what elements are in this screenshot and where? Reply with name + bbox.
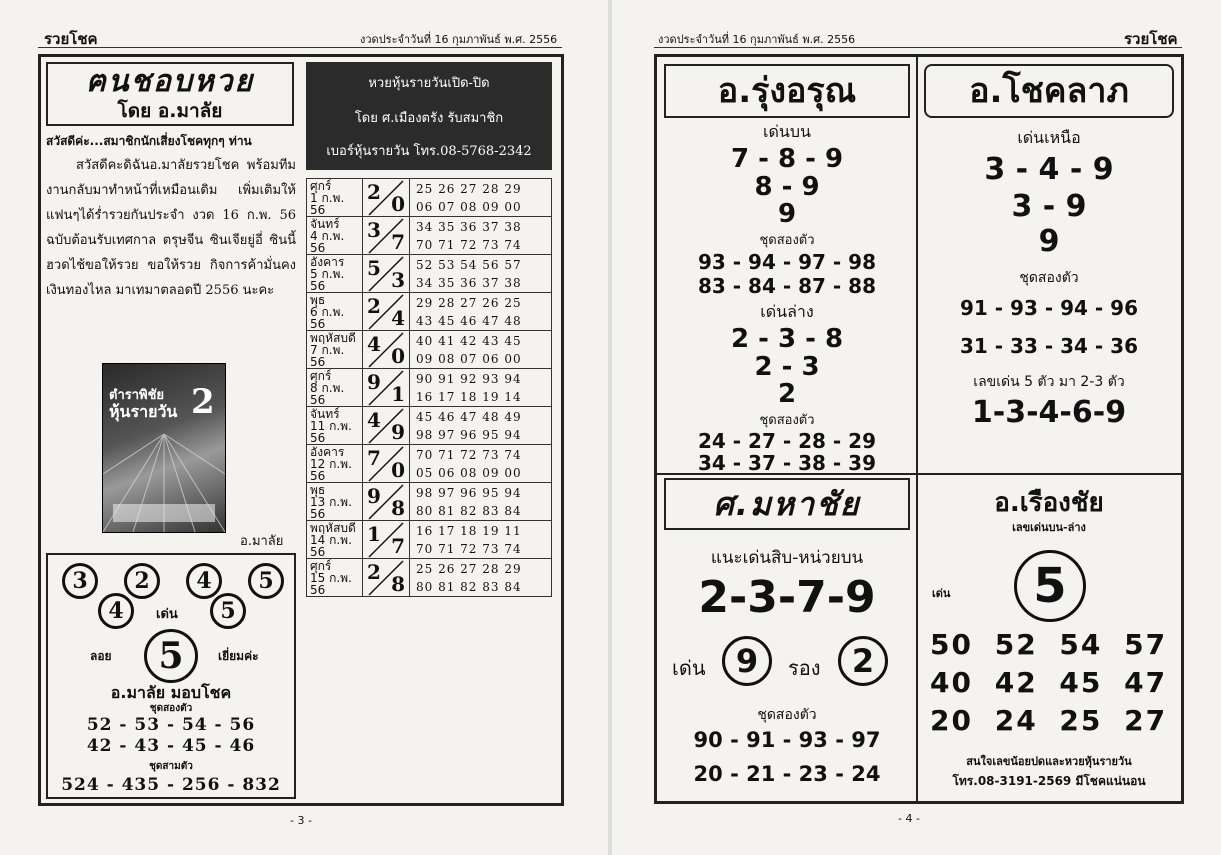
open-digit: 7 bbox=[367, 446, 381, 470]
top-numbers: 98 97 96 95 94 bbox=[416, 485, 522, 500]
table-row bbox=[307, 217, 552, 255]
two-digit-row: 24 - 27 - 28 - 29 bbox=[697, 429, 876, 453]
lucky-circle: 5 bbox=[210, 593, 246, 629]
issue-date: งวดประจำวันที่ 16 กุมภาพันธ์ พ.ศ. 2556 bbox=[658, 33, 856, 46]
top-numbers: 16 17 18 19 11 bbox=[416, 523, 522, 538]
number-row: 20 24 25 27 bbox=[930, 704, 1168, 737]
result-numbers-cell bbox=[410, 369, 552, 407]
top-digits: 7 - 8 - 9 bbox=[730, 144, 844, 174]
recommend-digits: 2-3-7-9 bbox=[698, 572, 876, 623]
close-digit: 4 bbox=[391, 306, 405, 330]
open-digit: 1 bbox=[367, 522, 381, 546]
page-3 bbox=[0, 0, 608, 855]
play-label: เด่น bbox=[672, 656, 706, 680]
top-numbers: 52 53 54 56 57 bbox=[416, 257, 522, 272]
table-row bbox=[307, 521, 552, 559]
result-pair-cell bbox=[363, 217, 410, 255]
close-digit: 3 bbox=[391, 268, 405, 292]
two-digit-row: 91 - 93 - 94 - 96 bbox=[959, 296, 1138, 320]
play-label: เด่น bbox=[156, 607, 178, 622]
day-name: จันทร์ bbox=[310, 406, 340, 421]
number-row: 50 52 54 57 bbox=[930, 628, 1168, 661]
lucky-box bbox=[46, 553, 296, 799]
day-cell bbox=[307, 331, 363, 369]
close-digit: 8 bbox=[391, 572, 405, 596]
north-digits: 3 - 9 bbox=[1011, 189, 1087, 224]
choklarp-section bbox=[924, 126, 1174, 433]
day-cell bbox=[307, 255, 363, 293]
top-numbers: 25 26 27 28 29 bbox=[416, 181, 522, 196]
choklarp-title-box bbox=[924, 64, 1174, 118]
two-digit-label: ชุดสองตัว bbox=[759, 413, 815, 428]
mahachai-title-box bbox=[664, 478, 910, 530]
result-numbers-cell bbox=[410, 445, 552, 483]
rungaroon-section bbox=[664, 120, 910, 474]
recommend-label: แนะเด่นสิบ-หน่วยบน bbox=[710, 548, 864, 568]
intro-text: สวัสดีคะดิฉันอ.มาลัยรวยโชค พร้อมทีมงานกลับมาทำหน้าที่เหมือนเดิม เพิ่มเติมให้แฟนๆได้ร่ำรวยกันประจำ งวด 16 ก.พ. 56 ฉบับต้อนรับเทศกาล ตรุษจีน ซินเจียยู่อี่ ซินนี้ฮวดไช้ขอให้รวย ขอให้รวย กิจการค้ามั่นคง เงินทองไหล มาเทมาตลอดปี 2556 นะคะ bbox=[46, 158, 296, 298]
stock-results-table bbox=[306, 178, 552, 597]
column-divider bbox=[916, 473, 918, 801]
day-cell bbox=[307, 483, 363, 521]
north-digits: 3 - 4 - 9 bbox=[984, 152, 1114, 187]
top-digits: 8 - 9 bbox=[754, 172, 820, 202]
header-rule bbox=[654, 47, 1182, 48]
result-pair-cell bbox=[363, 369, 410, 407]
bottom-numbers: 09 08 07 06 00 bbox=[416, 351, 522, 366]
result-pair-cell bbox=[363, 331, 410, 369]
two-digit-row: 90 - 91 - 93 - 97 bbox=[693, 728, 881, 752]
play-digit-circle: 9 bbox=[722, 636, 772, 686]
ruangchai-title: อ.เรืองชัย bbox=[994, 488, 1104, 518]
open-digit: 9 bbox=[367, 484, 381, 508]
close-digit: 1 bbox=[391, 382, 405, 406]
day-cell bbox=[307, 293, 363, 331]
lucky-circle: 4 bbox=[186, 563, 222, 599]
bottom-numbers: 80 81 82 83 84 bbox=[416, 503, 522, 518]
day-date: 6 ก.พ. 56 bbox=[310, 304, 345, 331]
result-numbers-cell bbox=[410, 331, 552, 369]
result-pair-cell bbox=[363, 521, 410, 559]
day-date: 4 ก.พ. 56 bbox=[310, 228, 345, 255]
second-digit-circle: 2 bbox=[838, 636, 888, 686]
banner-line-2: โดย ศ.เมืองตรัง รับสมาชิก bbox=[354, 111, 504, 126]
two-digit-row: 52 - 53 - 54 - 56 bbox=[86, 715, 256, 735]
close-digit: 7 bbox=[391, 230, 405, 254]
day-cell bbox=[307, 559, 363, 597]
two-digit-row: 83 - 84 - 87 - 88 bbox=[697, 274, 876, 298]
greeting: สวัสดีค่ะ...สมาชิกนักเสี่ยงโชคทุกๆ ท่าน bbox=[46, 134, 252, 148]
two-digit-row: 34 - 37 - 38 - 39 bbox=[697, 451, 876, 475]
day-cell bbox=[307, 369, 363, 407]
lucky-circle: 4 bbox=[98, 593, 134, 629]
day-cell bbox=[307, 445, 363, 483]
column-byline: โดย อ.มาลัย bbox=[117, 100, 223, 122]
table-row bbox=[307, 559, 552, 597]
day-name: พุธ bbox=[310, 482, 326, 497]
top-digits: 9 bbox=[777, 199, 797, 229]
day-name: อังคาร bbox=[310, 444, 345, 459]
left-column bbox=[46, 62, 296, 303]
result-numbers-cell bbox=[410, 407, 552, 445]
table-row bbox=[307, 369, 552, 407]
day-cell bbox=[307, 407, 363, 445]
day-date: 5 ก.พ. 56 bbox=[310, 266, 345, 293]
day-date: 7 ก.พ. 56 bbox=[310, 342, 345, 369]
book-subtitle: หุ้นรายวัน bbox=[109, 402, 178, 421]
bottom-numbers: 70 71 72 73 74 bbox=[416, 541, 522, 556]
two-digit-row: 31 - 33 - 34 - 36 bbox=[959, 334, 1138, 358]
open-digit: 3 bbox=[367, 218, 381, 242]
table-row bbox=[307, 407, 552, 445]
top-numbers: 70 71 72 73 74 bbox=[416, 447, 522, 462]
ruangchai-sub: เลขเด่นบน-ล่าง bbox=[1012, 521, 1086, 534]
column-divider bbox=[916, 57, 918, 473]
day-name: อังคาร bbox=[310, 254, 345, 269]
table-row bbox=[307, 293, 552, 331]
result-numbers-cell bbox=[410, 521, 552, 559]
open-digit: 4 bbox=[367, 332, 381, 356]
open-digit: 2 bbox=[367, 560, 381, 584]
top-numbers: 90 91 92 93 94 bbox=[416, 371, 522, 386]
magazine-name: รวยโชค bbox=[1124, 30, 1178, 48]
result-numbers-cell bbox=[410, 217, 552, 255]
day-date: 14 ก.พ. 56 bbox=[310, 532, 352, 559]
lucky-circles-top bbox=[62, 563, 284, 599]
result-pair-cell bbox=[363, 293, 410, 331]
play-label: เด่น bbox=[932, 587, 951, 600]
mahachai-title: ศ.มหาชัย bbox=[713, 485, 861, 523]
open-digit: 2 bbox=[367, 294, 381, 318]
column-title: ฅนชอบหวย bbox=[85, 64, 255, 99]
contact-phone: โทร.08-3191-2569 มีโชคแน่นอน bbox=[952, 774, 1146, 788]
bottom-label: เด่นล่าง bbox=[760, 302, 814, 321]
cheer-label: เยี่ยมค่ะ bbox=[218, 649, 259, 663]
book-cover bbox=[102, 363, 226, 533]
two-digit-row: 93 - 94 - 97 - 98 bbox=[697, 250, 876, 274]
play-digit-circle: 5 bbox=[1014, 550, 1086, 622]
result-pair-cell bbox=[363, 255, 410, 293]
result-numbers-cell bbox=[410, 255, 552, 293]
result-pair-cell bbox=[363, 179, 410, 217]
day-date: 8 ก.พ. 56 bbox=[310, 380, 345, 407]
second-label: รอง bbox=[788, 656, 821, 680]
day-cell bbox=[307, 179, 363, 217]
lucky-circle: 5 bbox=[248, 563, 284, 599]
bottom-digits: 2 - 3 - 8 bbox=[730, 324, 844, 354]
result-pair-cell bbox=[363, 445, 410, 483]
title-box bbox=[46, 62, 294, 126]
day-name: พฤหัสบดี bbox=[310, 330, 356, 345]
lucky-circle: 2 bbox=[124, 563, 160, 599]
book-number: 2 bbox=[191, 382, 215, 422]
top-label: เด่นบน bbox=[763, 122, 811, 141]
banner-line-1: หวยหุ้นรายวันเปิด-ปิด bbox=[368, 76, 490, 91]
two-digit-row: 20 - 21 - 23 - 24 bbox=[693, 762, 881, 786]
bottom-numbers: 05 06 08 09 00 bbox=[416, 465, 522, 480]
contact-line: สนใจเลขน้อยปดและหวยหุ้นรายวัน bbox=[966, 755, 1132, 768]
bottom-numbers: 16 17 18 19 14 bbox=[416, 389, 522, 404]
open-digit: 9 bbox=[367, 370, 381, 394]
two-digit-label: ชุดสองตัว bbox=[757, 707, 817, 723]
bottom-numbers: 34 35 36 37 38 bbox=[416, 275, 522, 290]
table-row bbox=[307, 179, 552, 217]
choklarp-title: อ.โชคลาภ bbox=[969, 71, 1129, 111]
day-name: พฤหัสบดี bbox=[310, 520, 356, 535]
open-digit: 5 bbox=[367, 256, 381, 280]
bottom-numbers: 70 71 72 73 74 bbox=[416, 237, 522, 252]
page-4 bbox=[612, 0, 1221, 855]
top-numbers: 40 41 42 43 45 bbox=[416, 333, 522, 348]
two-digit-label: ชุดสองตัว bbox=[1019, 270, 1079, 286]
table-row bbox=[307, 483, 552, 521]
day-date: 15 ก.พ. 56 bbox=[310, 570, 352, 597]
two-digit-label: ชุดสองตัว bbox=[149, 703, 193, 714]
bottom-numbers: 98 97 96 95 94 bbox=[416, 427, 522, 442]
top-numbers: 34 35 36 37 38 bbox=[416, 219, 522, 234]
day-name: ศุกร์ bbox=[310, 368, 332, 383]
result-numbers-cell bbox=[410, 483, 552, 521]
north-label: เด่นเหนือ bbox=[1017, 128, 1081, 147]
result-pair-cell bbox=[363, 407, 410, 445]
stock-banner bbox=[306, 62, 552, 170]
result-numbers-cell bbox=[410, 293, 552, 331]
day-name: จันทร์ bbox=[310, 216, 340, 231]
table-row bbox=[307, 255, 552, 293]
day-name: ศุกร์ bbox=[310, 558, 332, 573]
magazine-name: รวยโชค bbox=[44, 30, 98, 48]
rungaroon-title: อ.รุ่งอรุณ bbox=[717, 71, 857, 111]
close-digit: 0 bbox=[391, 192, 405, 216]
day-date: 13 ก.พ. 56 bbox=[310, 494, 352, 521]
float-label: ลอย bbox=[90, 649, 112, 663]
close-digit: 0 bbox=[391, 344, 405, 368]
rungaroon-title-box bbox=[664, 64, 910, 118]
page-number: - 3 - bbox=[290, 814, 312, 827]
issue-date: งวดประจำวันที่ 16 กุมภาพันธ์ พ.ศ. 2556 bbox=[360, 33, 558, 46]
open-digit: 4 bbox=[367, 408, 381, 432]
top-numbers: 45 46 47 48 49 bbox=[416, 409, 522, 424]
lucky-circle: 3 bbox=[62, 563, 98, 599]
book-title: ตำราพิชัย bbox=[109, 388, 165, 403]
number-row: 40 42 45 47 bbox=[930, 666, 1168, 699]
page-number: - 4 - bbox=[898, 812, 920, 825]
play-note: เลขเด่น 5 ตัว มา 2-3 ตัว bbox=[973, 374, 1125, 390]
bottom-numbers: 43 45 46 47 48 bbox=[416, 313, 522, 328]
two-digit-row: 42 - 43 - 45 - 46 bbox=[86, 736, 256, 756]
result-pair-cell bbox=[363, 559, 410, 597]
bottom-numbers: 80 81 82 83 84 bbox=[416, 579, 522, 594]
top-numbers: 25 26 27 28 29 bbox=[416, 561, 522, 576]
three-digit-row: 524 - 435 - 256 - 832 bbox=[61, 775, 281, 795]
day-name: ศุกร์ bbox=[310, 178, 332, 193]
result-pair-cell bbox=[363, 483, 410, 521]
day-date: 12 ก.พ. 56 bbox=[310, 456, 352, 483]
north-digits: 9 bbox=[1038, 224, 1060, 259]
day-cell bbox=[307, 217, 363, 255]
open-digit: 2 bbox=[367, 180, 381, 204]
result-numbers-cell bbox=[410, 179, 552, 217]
close-digit: 7 bbox=[391, 534, 405, 558]
bottom-digits: 2 bbox=[777, 379, 797, 409]
close-digit: 9 bbox=[391, 420, 405, 444]
day-name: พุธ bbox=[310, 292, 326, 307]
header-rule bbox=[38, 47, 562, 48]
close-digit: 8 bbox=[391, 496, 405, 520]
table-row bbox=[307, 331, 552, 369]
giver-name: อ.มาลัย มอบโชค bbox=[110, 683, 232, 702]
play-five-digits: 1-3-4-6-9 bbox=[971, 395, 1127, 430]
bottom-numbers: 06 07 08 09 00 bbox=[416, 199, 522, 214]
bottom-digits: 2 - 3 bbox=[754, 352, 820, 382]
table-row bbox=[307, 445, 552, 483]
banner-line-3: เบอร์หุ้นรายวัน โทร.08-5768-2342 bbox=[326, 144, 532, 159]
signature: อ.มาลัย bbox=[240, 534, 284, 549]
close-digit: 0 bbox=[391, 458, 405, 482]
day-date: 11 ก.พ. 56 bbox=[310, 418, 352, 445]
two-digit-label: ชุดสองตัว bbox=[759, 233, 815, 248]
float-digit-circle: 5 bbox=[144, 629, 198, 683]
day-cell bbox=[307, 521, 363, 559]
top-numbers: 29 28 27 26 25 bbox=[416, 295, 522, 310]
three-digit-label: ชุดสามตัว bbox=[149, 761, 193, 772]
day-date: 1 ก.พ. 56 bbox=[310, 190, 345, 217]
result-numbers-cell bbox=[410, 559, 552, 597]
